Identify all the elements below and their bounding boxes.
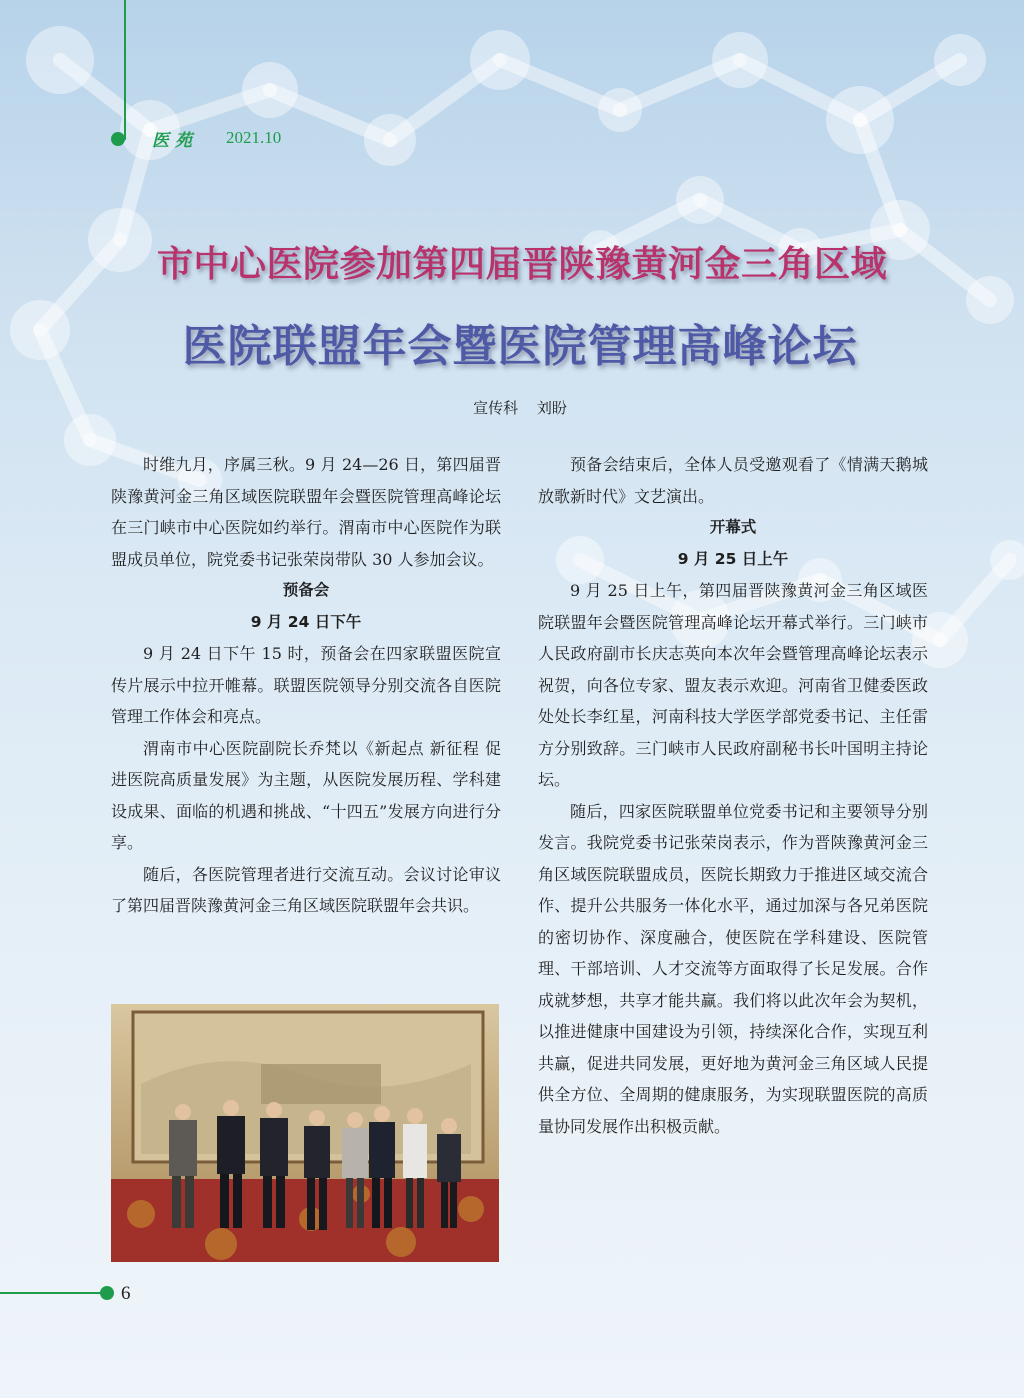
section-subheading: 9 月 24 日下午	[250, 612, 362, 631]
section-heading: 开幕式	[709, 518, 757, 536]
section-subheading: 9 月 25 日上午	[677, 549, 789, 568]
article-title-line2: 医院联盟年会暨医院管理高峰论坛	[182, 321, 858, 372]
paragraph: 9 月 24 日下午 15 时，预备会在四家联盟医院宣传片展示中拉开帷幕。联盟医院领导分别交流各自医院管理工作体会和亮点。	[111, 644, 501, 726]
left-column	[111, 449, 501, 922]
byline-department: 宣传科	[473, 399, 519, 417]
header-rule	[124, 0, 126, 140]
right-column	[538, 449, 928, 1142]
paragraph: 预备会结束后，全体人员受邀观看了《情满天鹅城 放歌新时代》文艺演出。	[538, 455, 928, 506]
header-dot-icon	[111, 132, 125, 146]
magazine-name: 医苑	[152, 131, 198, 151]
footer-dot-icon	[100, 1286, 114, 1300]
byline-author: 刘盼	[536, 399, 567, 417]
paragraph: 时维九月，序属三秋。9 月 24—26 日，第四届晋陕豫黄河金三角区域医院联盟年会暨医院管理高峰论坛在三门峡市中心医院如约举行。渭南市中心医院作为联盟成员单位，院党委书记张荣岗带队 30 人参加会议。	[111, 455, 501, 569]
section-heading: 预备会	[282, 581, 330, 599]
footer-rule	[0, 1292, 106, 1294]
paragraph: 9 月 25 日上午，第四届晋陕豫黄河金三角区域医院联盟年会暨医院管理高峰论坛开幕式举行。三门峡市人民政府副市长庆志英向本次年会暨管理高峰论坛表示祝贺，向各位专家、盟友表示欢迎。河南省卫健委医政处处长李红星，河南科技大学医学部党委书记、主任雷方分别致辞。三门峡市人民政府副秘书长叶国明主持论坛。	[538, 581, 928, 789]
paragraph: 随后，各医院管理者进行交流互动。会议讨论审议了第四届晋陕豫黄河金三角区域医院联盟年会共识。	[111, 864, 501, 915]
paragraph: 随后，四家医院联盟单位党委书记和主要领导分别发言。我院党委书记张荣岗表示，作为晋陕豫黄河金三角区域医院联盟成员，医院长期致力于推进区域交流合作、提升公共服务一体化水平，通过加深与各兄弟医院的密切协作、深度融合，使医院在学科建设、医院管理、干部培训、人才交流等方面取得了长足发展。合作成就梦想，共享才能共赢。我们将以此次年会为契机，以推进健康中国建设为引领，持续深化合作，实现互利共赢，促进共同发展，更好地为黄河金三角区域人民提供全方位、全周期的健康服务，为实现联盟医院的高质量协同发展作出积极贡献。	[538, 801, 928, 1136]
paragraph: 渭南市中心医院副院长乔梵以《新起点 新征程 促进医院高质量发展》为主题，从医院发展历程、学科建设成果、面临的机遇和挑战、“十四五”发展方向进行分享。	[111, 738, 501, 852]
group-photo	[111, 1004, 499, 1262]
page-number: 6	[121, 1283, 131, 1304]
byline	[0, 397, 1024, 418]
article-title-line1: 市中心医院参加第四届晋陕豫黄河金三角区域	[156, 243, 887, 285]
issue-date: 2021.10	[226, 128, 282, 147]
